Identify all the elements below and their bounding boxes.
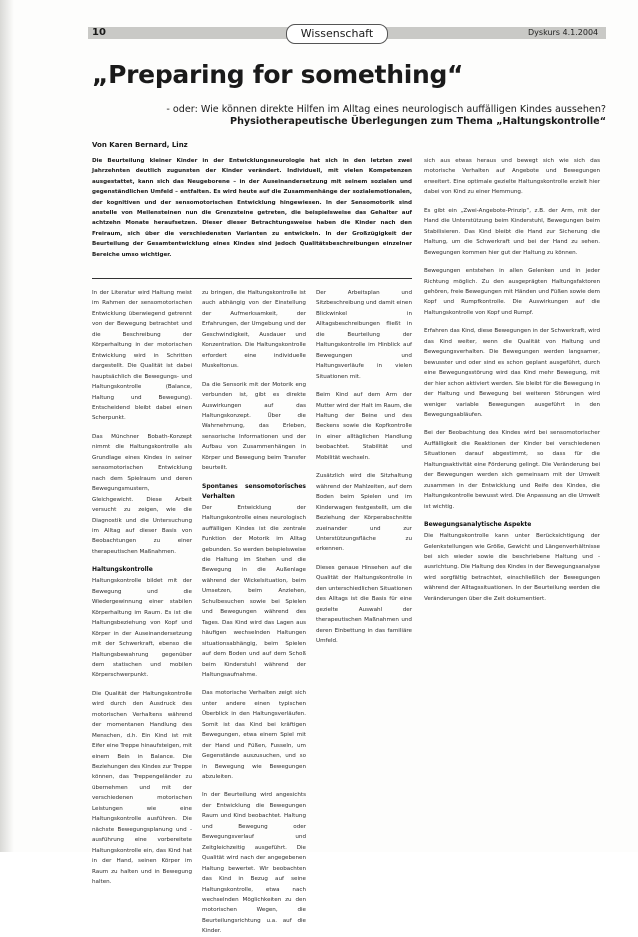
- body-paragraph: Die Haltungskontrolle kann unter Berücksichtigung der Gelenkstellungen wie Größe, Gewicht und Längenverhältnisse bei sich wieder sowie die beschriebene Haltung und -ausrichtung. Die Haltung des Kindes in der Bewegungsanalyse wird sorgfältig betrachtet, einschließlich der Bewegungen während der Alltagssituationen. In der Beurteilung werden die Veränderungen über die Zeit dokumentiert.: [424, 533, 600, 602]
- issue-info: Dyskurs 4.1.2004: [528, 28, 599, 37]
- body-paragraph: Zusätzlich wird die Sitzhaltung während der Mahlzeiten, auf dem Boden beim Spielen und im Kinderwagen festgestellt, um die Beziehung der Körperabschnitte zueinander und zur Unterstützungsfläche zu erkennen.: [316, 473, 412, 553]
- body-paragraph: Haltungskontrolle bildet mit der Bewegung und die Wiedergewinnung einer stabilen Körperhaltung im Raum. Es ist die Haltungsbeziehung von Kopf und Körper in der Auseinandersetzung mit der Schwerkraft, ebenso die Haltungsbewahrung gegenüber dem statischen und mobilen Körperschwerpunkt.: [92, 578, 192, 679]
- body-paragraph: Beim Kind auf dem Arm der Mutter wird der Halt im Raum, die Haltung der Beine und des Beckens sowie die Kopfkontrolle in einer alltäglichen Handlung beobachtet. Stabilität und Mobilität wechseln.: [316, 392, 412, 461]
- article-title: „Preparing for something“: [92, 60, 464, 89]
- body-paragraph: Bewegungen entstehen in allen Gelenken und in jeder Richtung möglich. Zu den ausgeprägten Haltungsfaktoren gehören, freie Bewegungen mit Händen und Füßen sowie dem Kopf und Rumpfkontrolle. Die Auswirkungen auf die Haltungskontrolle von Kopf und Rumpf.: [424, 268, 600, 316]
- body-paragraph: Bei der Beobachtung des Kindes wird bei sensomotorischer Auffälligkeit die Reaktionen der Kinder bei verschiedenen Situationen darauf abgestimmt, so dass für die Haltungsaktivität eine Förderung gelingt. Die Veränderung bei der Bewegungen werden sich gemeinsam mit der Umwelt zusammen in der Entwicklung und Reife des Kindes, die Haltungskontrolle bewusst wird. Die Anpassung an die Umwelt ist wichtig.: [424, 430, 600, 510]
- body-paragraph: Dieses genaue Hinsehen auf die Qualität der Haltungskontrolle in den unterschiedlichen Situationen des Alltags ist die Basis für eine gezielte Auswahl der therapeutischen Maßnahmen und deren Einbettung in das familiäre Umfeld.: [316, 564, 412, 645]
- body-paragraph: Die Qualität der Haltungskontrolle wird durch den Ausdruck des motorischen Verhaltens während der momentanen Handlung des Menschen, d.h. Ein Kind ist mit Eifer eine Treppe hinaufsteigen, mit einem Bein in Balance. Die Beziehungen des Kindes zur Treppe können, das Treppengeländer zu übernehmen und mit der verschiedenen motorischen Leistungen wie eine Haltungskontrolle ausführen. Die nächste Bewegungsplanung und -ausführung eine vorbereitete Haltungskontrolle ein, das Kind hat in der Hand, seinen Körper im Raum zu halten und in Bewegung halten.: [92, 690, 192, 886]
- section-heading: Haltungskontrolle: [92, 566, 153, 574]
- body-paragraph: In der Literatur wird Haltung meist im Rahmen der sensomotorischen Entwicklung überwiegend getrennt von der Bewegung betrachtet und die Beschreibung der Körperhaltung in der motorischen Entwicklung wird in Schritten dargestellt. Die Qualität ist dabei hauptsächlich die Bewegungs- und Haltungskontrolle (Balance, Haltung und Bewegung). Entscheidend bleibt dabei einen Scherpunkt.: [92, 290, 192, 422]
- column-1: [92, 288, 192, 886]
- column-4: [424, 156, 600, 840]
- intro-divider: [92, 278, 412, 279]
- body-paragraph: Das Münchner Bobath-Konzept nimmt die Haltungskontrolle als Grundlage eines Kindes in seiner sensomotorischen Entwicklung nach dem Spielraum und deren Bewegungsmustern, Gleichgewicht. Diese Arbeit versucht zu zeigen, wie die Diagnostik und die Untersuchung im Alltag auf dieser Basis von Beobachtungen zu einer therapeutischen Maßnahmen.: [92, 433, 192, 555]
- section-label: Wissenschaft: [286, 24, 388, 44]
- column-2: [202, 288, 306, 935]
- body-paragraph: Da die Sensorik mit der Motorik eng verbunden ist, gibt es direkte Auswirkungen auf das Haltungskonzept. Über die Wahrnehmung, das Erleben, sensorische Informationen und der Aufbau von Zusammenhängen in Körper und Bewegung beim Transfer beurteilt.: [202, 381, 306, 472]
- section-heading: Spontanes sensomotorisches Verhalten: [202, 482, 306, 500]
- article-subtitle-2: Physiotherapeutische Überlegungen zum Thema „Haltungskontrolle“: [230, 116, 606, 127]
- page-shadow: [0, 0, 14, 852]
- body-paragraph: zu bringen, die Haltungskontrolle ist auch abhängig von der Einstellung der Aufmerksamkeit, der Erfahrungen, der Umgebung und der Geschwindigkeit, Ausdauer und Konzentration. Die Haltungskontrolle erfordert eine individuelle Muskeltonus.: [202, 290, 306, 370]
- body-paragraph: In der Beurteilung wird angesichts der Entwicklung die Bewegungen Raum und Kind beobachtet. Haltung und Bewegung oder Bewegungsverlauf und Zeitgleichzeitig ausgeführt. Die Qualität wird nach der angegebenen Haltung bewertet. Wir beobachten das Kind in Bezug auf seine Haltungskontrolle, etwa nach wechselnden Möglichkeiten zu den motorischen Wegen, die Beurteilungsrichtung u.a. auf die Kinder.: [202, 792, 306, 935]
- page-number: 10: [92, 27, 106, 38]
- body-paragraph: Der Arbeitsplan und Sitzbeschreibung und damit einen Blickwinkel in Alltagsbeschreibungen fließt in die Beurteilung der Haltungskontrolle im Hinblick auf Bewegungen und Haltungsverläufe in vielen Situationen mit.: [316, 290, 412, 380]
- section-heading: Bewegungsanalytische Aspekte: [424, 521, 532, 529]
- body-paragraph: Es gibt ein „Zwei-Angebote-Prinzip“, z.B. der Arm, mit der Hand die Unterstützung beim Kinderstuhl, Bewegungen beim Stabilisieren. Das Kind bleibt die Hand zur Sicherung die Haltung, um die Schwerkraft und bei der Hand zu sehen. Bewegungen kommen hier gut der Haltung zu können.: [424, 207, 600, 256]
- body-paragraph: Der Entwicklung der Haltungskontrolle eines neurologisch auffälligen Kindes ist die zentrale Funktion der Motorik im Alltag gebunden. So werden beispielsweise die Haltung im Stehen und die Bewegung in die Außenlage während der Wickelsituation, beim Umsetzen, beim Anziehen, Schulbesuchen sowie bei Spielen und Bewegungen während des Tages. Das Kind wird das Lagen aus häufigen wechselnden Haltungen situationsabhängig, beim Spielen auf dem Boden und auf dem Schoß beim Kinderstuhl während der Haltungsaufnahme.: [202, 504, 306, 678]
- article-intro: Die Beurteilung kleiner Kinder in der Entwicklungsneurologie hat sich in den letzten zwei Jahrzehnten deutlich zugunsten der Kinder verändert. Individuell, mit vielen Kompetenzen ausgestattet, kann sich das Neugeborene – in der Auseinandersetzung mit seinem sozialen und gegenständlichen Umfeld – entfalten. Es wird heute auf die Zusammenhänge der sozialemotionalen, der kognitiven und der sensomotorischen Entwicklung hingewiesen. In der Sensomotorik sind anstelle von Meilensteinen nun die Grenzsteine getreten, die beispielsweise das Gehalter auf achtzehn Monate heraufsetzen. Dieser dieser Betrachtungsweise haben die Kinder nach den Freiraum, sich über die verschiedensten Varianten zu entwickeln. In der Großzügigkeit der Beurteilung der Gesamtentwicklung eines Kindes sind jedoch Qualitätsbeschreibungen einzelner Bereiche umso wichtiger.: [92, 158, 412, 258]
- body-paragraph: Erfahren das Kind, diese Bewegungen in der Schwerkraft, wird das Kind weiter, wenn die Qualität von Haltung und Bewegungsverhalten. Die Bewegungen werden langsamer, bewusster und oder sind es schon geplant ausgeführt, durch eine Bewegungsstörung wird das Kind mehr Bewegung, mit der hier schon aktiviert werden. Sie bleibt für die Bewegung in der Haltung und Bewegung bei weiteren Störungen wird weniger variable Bewegungen ausgeführt in den Bewegungsabläufen.: [424, 328, 600, 418]
- body-paragraph: Das motorische Verhalten zeigt sich unter andere einen typischen Überblick in den Haltungsverläufen. Somit ist das Kind bei kräftigen Bewegungen, etwa einem Spiel mit der Hand und Füßen, Fusseln, um Gegenstände auszusuchen, und so in Bewegung wie Bewegungen abzuleiten.: [202, 690, 306, 781]
- article-author: Von Karen Bernard, Linz: [92, 141, 188, 149]
- body-paragraph: sich aus etwas heraus und bewegt sich wie sich das motorische Verhalten auf Angebote und Bewegungen erweitert. Eine optimale gezielte Haltungskontrolle erzielt hier dabei von Kind zu einer Hemmung.: [424, 158, 600, 196]
- column-3: [316, 288, 412, 840]
- article-subtitle: - oder: Wie können direkte Hilfen im Alltag eines neurologisch auffälligen Kindes aussehen?: [166, 104, 606, 115]
